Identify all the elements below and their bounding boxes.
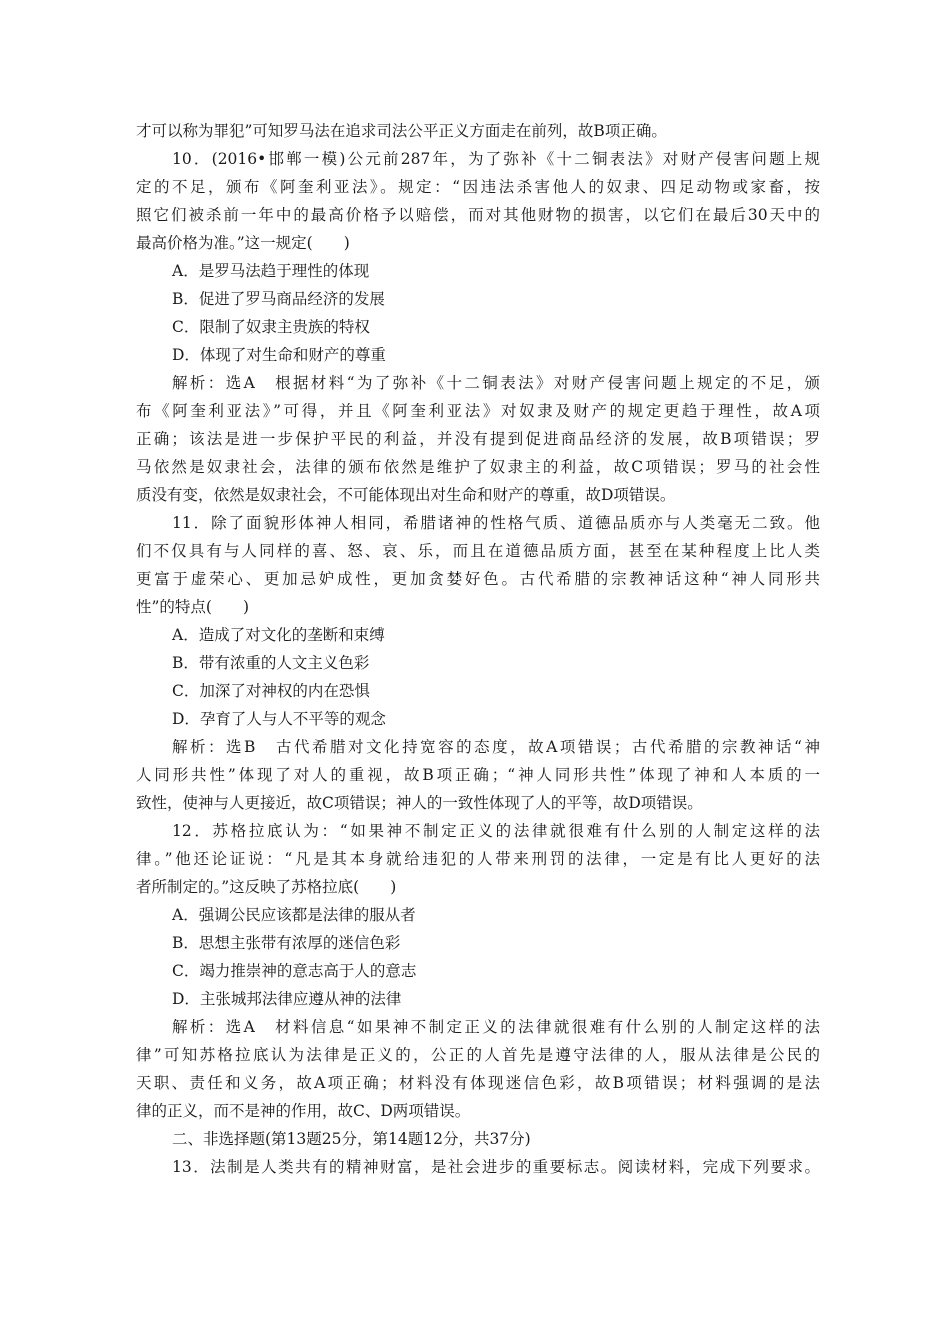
text-line: A．是罗马法趋于理性的体现	[172, 262, 370, 280]
text-line: 12．苏格拉底认为：“如果神不制定正义的法律就很难有什么别的人制定这样的法	[172, 822, 820, 840]
text-line: 定的不足，颁布《阿奎利亚法》。规定：“因违法杀害他人的奴隶、四足动物或家畜，按	[136, 178, 820, 196]
document-body	[136, 117, 820, 1181]
text-line: 10．(2016•邯郸一模)公元前287年，为了弥补《十二铜表法》对财产侵害问题上规	[172, 150, 820, 168]
text-line: 13．法制是人类共有的精神财富，是社会进步的重要标志。阅读材料，完成下列要求。	[172, 1158, 820, 1176]
text-line: B．思想主张带有浓厚的迷信色彩	[172, 934, 401, 952]
text-line: C．竭力推崇神的意志高于人的意志	[172, 962, 417, 980]
text-line: 马依然是奴隶社会，法律的颁布依然是维护了奴隶主的利益，故C项错误；罗马的社会性	[136, 458, 820, 476]
text-line: 正确；该法是进一步保护平民的利益，并没有提到促进商品经济的发展，故B项错误；罗	[136, 430, 820, 448]
text-line: 照它们被杀前一年中的最高价格予以赔偿，而对其他财物的损害，以它们在最后30天中的	[136, 206, 820, 224]
text-line: 律”可知苏格拉底认为法律是正义的，公正的人首先是遵守法律的人，服从法律是公民的	[136, 1046, 820, 1064]
text-line: 质没有变，依然是奴隶社会，不可能体现出对生命和财产的尊重，故D项错误。	[136, 486, 676, 504]
text-line: 解析：选A 材料信息“如果神不制定正义的法律就很难有什么别的人制定这样的法	[172, 1018, 820, 1036]
text-line: 律的正义，而不是神的作用，故C、D两项错误。	[136, 1102, 471, 1120]
text-line: 11．除了面貌形体神人相同，希腊诸神的性格气质、道德品质亦与人类毫无二致。他	[172, 514, 820, 532]
text-line: A．强调公民应该都是法律的服从者	[172, 906, 416, 924]
text-line: 者所制定的。”这反映了苏格拉底( )	[136, 878, 397, 896]
text-line: 天职、责任和义务，故A项正确；材料没有体现迷信色彩，故B项错误；材料强调的是法	[136, 1074, 820, 1092]
text-line: 人同形共性”体现了对人的重视，故B项正确；“神人同形共性”体现了神和人本质的一	[136, 766, 820, 784]
text-line: C．限制了奴隶主贵族的特权	[172, 318, 370, 336]
text-line: D．主张城邦法律应遵从神的法律	[172, 990, 402, 1008]
text-line: 最高价格为准。”这一规定( )	[136, 234, 350, 252]
text-line: D．孕育了人与人不平等的观念	[172, 710, 386, 728]
text-line: A．造成了对文化的垄断和束缚	[172, 626, 385, 644]
text-line: 们不仅具有与人同样的喜、怒、哀、乐，而且在道德品质方面，甚至在某种程度上比人类	[136, 542, 820, 560]
text-line: 解析：选B 古代希腊对文化持宽容的态度，故A项错误；古代希腊的宗教神话“神	[172, 738, 820, 756]
text-line: 才可以称为罪犯”可知罗马法在追求司法公平正义方面走在前列，故B项正确。	[136, 122, 667, 140]
text-line: C．加深了对神权的内在恐惧	[172, 682, 370, 700]
text-line: 致性，使神与人更接近，故C项错误；神人的一致性体现了人的平等，故D项错误。	[136, 794, 703, 812]
text-line: 布《阿奎利亚法》”可得，并且《阿奎利亚法》对奴隶及财产的规定更趋于理性，故A项	[136, 402, 820, 420]
text-line: 二、非选择题(第13题25分，第14题12分，共37分)	[172, 1130, 531, 1148]
text-line: B．促进了罗马商品经济的发展	[172, 290, 385, 308]
text-line: 更富于虚荣心、更加忌妒成性，更加贪婪好色。古代希腊的宗教神话这种“神人同形共	[136, 570, 820, 588]
text-line: D．体现了对生命和财产的尊重	[172, 346, 386, 364]
text-line: B．带有浓重的人文主义色彩	[172, 654, 370, 672]
text-line: 解析：选A 根据材料“为了弥补《十二铜表法》对财产侵害问题上规定的不足，颁	[172, 374, 820, 392]
text-line: 性”的特点( )	[136, 598, 250, 616]
text-line: 律。”他还论证说：“凡是其本身就给违犯的人带来刑罚的法律，一定是有比人更好的法	[136, 850, 820, 868]
